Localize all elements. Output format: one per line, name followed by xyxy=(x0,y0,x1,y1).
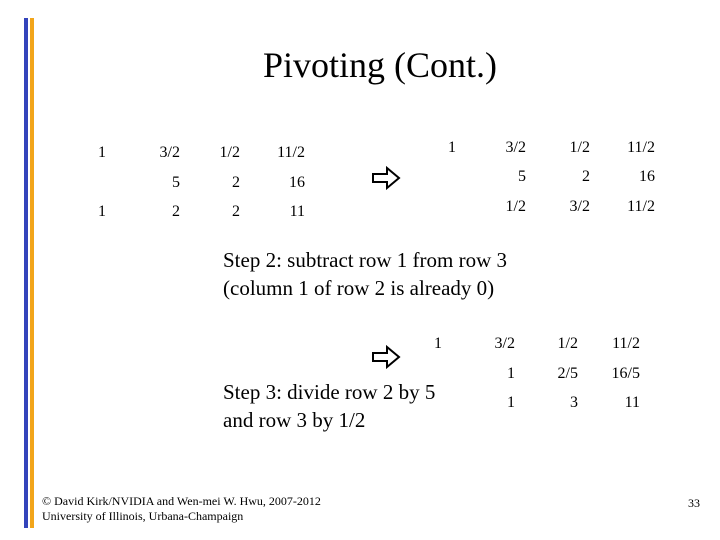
matrix-cell: 11/2 xyxy=(612,335,640,352)
matrix-cell: 16 xyxy=(289,174,305,191)
matrix-cell: 2 xyxy=(172,203,180,220)
matrix-cell: 2 xyxy=(582,168,590,185)
matrix-cell: 3/2 xyxy=(159,144,180,161)
footer-line1: © David Kirk/NVIDIA and Wen-mei W. Hwu, 2007-2012 xyxy=(42,494,321,508)
copyright-footer xyxy=(42,494,321,524)
matrix-cell: 1 xyxy=(507,365,515,382)
matrix-cell: 11/2 xyxy=(277,144,305,161)
step3-line1: Step 3: divide row 2 by 5 xyxy=(223,380,436,404)
matrix-cell: 2 xyxy=(232,174,240,191)
matrix-cell: 11 xyxy=(624,394,640,411)
matrix-cell: 11 xyxy=(289,203,305,220)
matrix-cell: 1 xyxy=(507,394,515,411)
matrix-cell: 1/2 xyxy=(569,139,590,156)
slide-title: Pivoting (Cont.) xyxy=(262,45,498,85)
right-arrow-icon xyxy=(371,166,401,190)
matrix-cell: 11/2 xyxy=(627,198,655,215)
footer-line2: University of Illinois, Urbana-Champaign xyxy=(42,509,244,523)
matrix-cell: 1/2 xyxy=(505,198,526,215)
matrix-cell: 2 xyxy=(232,203,240,220)
matrix-cell: 1 xyxy=(98,144,106,161)
left-accent-bar-blue xyxy=(24,18,28,528)
step2-line1: Step 2: subtract row 1 from row 3 xyxy=(223,248,508,272)
matrix-cell: 16 xyxy=(639,168,655,185)
left-accent-bar-orange xyxy=(30,18,34,528)
matrix-cell: 2/5 xyxy=(557,365,578,382)
matrix-cell: 1 xyxy=(98,203,106,220)
right-arrow-icon xyxy=(371,345,401,369)
matrix-cell: 11/2 xyxy=(627,139,655,156)
matrix-cell: 1 xyxy=(434,335,442,352)
matrix-cell: 3/2 xyxy=(494,335,515,352)
matrix-cell: 1/2 xyxy=(557,335,578,352)
matrix-cell: 5 xyxy=(172,174,180,191)
matrix-cell: 1 xyxy=(448,139,456,156)
step3-description xyxy=(223,378,435,434)
matrix-cell: 1/2 xyxy=(219,144,240,161)
matrix-cell: 3 xyxy=(570,394,578,411)
matrix-cell: 16/5 xyxy=(611,365,640,382)
matrix-cell: 3/2 xyxy=(569,198,590,215)
matrix-cell: 5 xyxy=(518,168,526,185)
step2-line2: (column 1 of row 2 is already 0) xyxy=(223,276,495,300)
step2-description xyxy=(223,246,507,302)
step3-line2: and row 3 by 1/2 xyxy=(223,408,366,432)
matrix-cell: 3/2 xyxy=(505,139,526,156)
page-number: 33 xyxy=(688,496,700,510)
